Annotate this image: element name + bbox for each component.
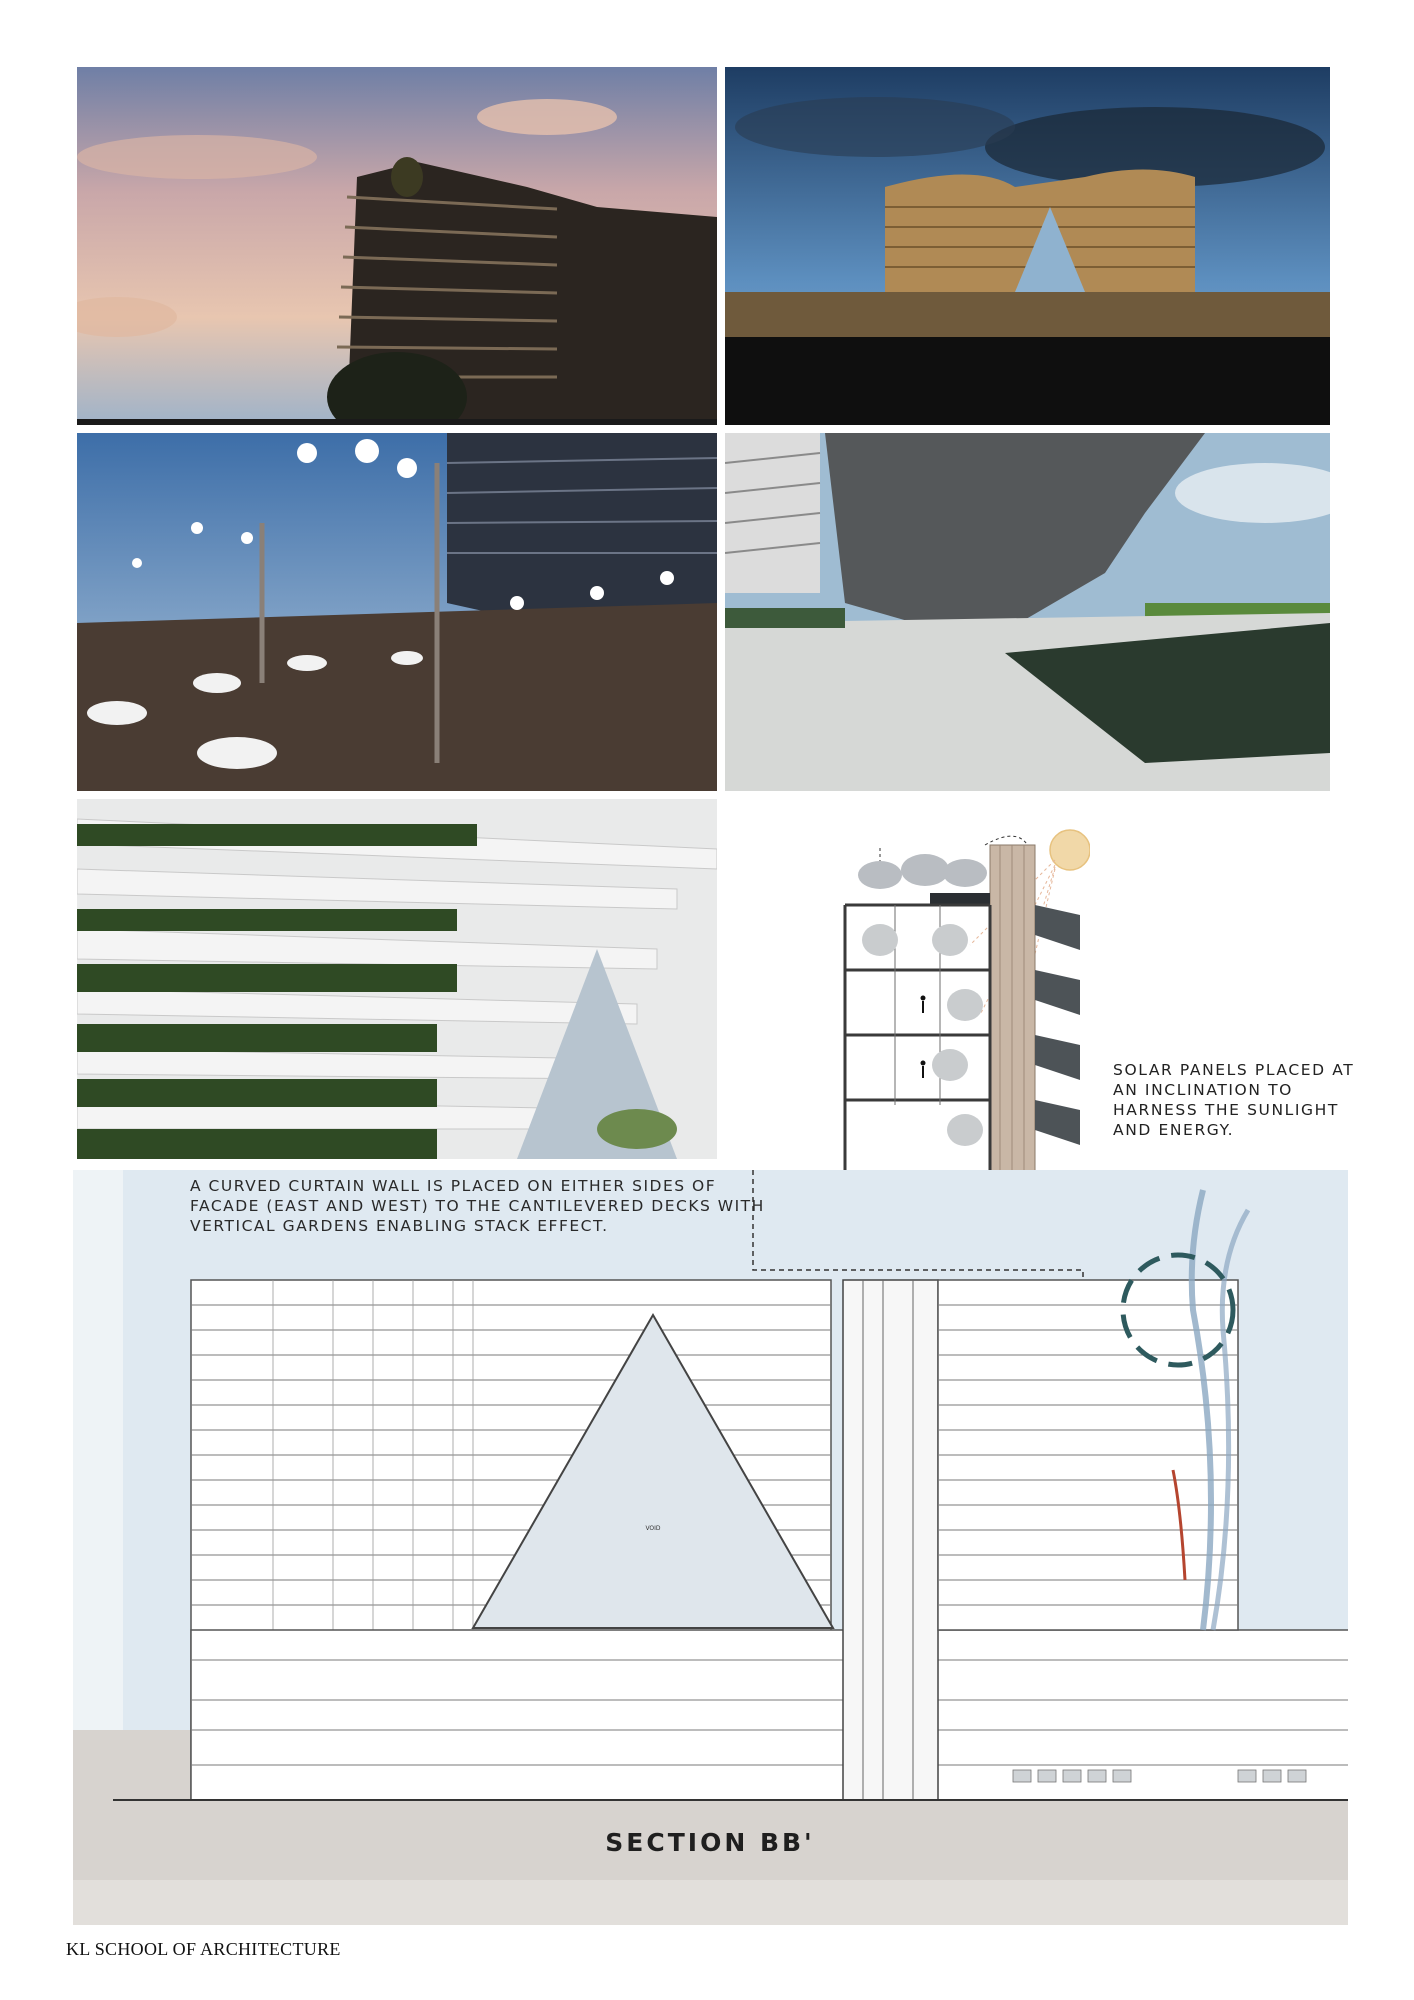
curtain-wall-note: A CURVED CURTAIN WALL IS PLACED ON EITHER SIDES OF FACADE (EAST AND WEST) TO THE CANTILEVERED DECKS WITH VERTICAL GARDENS ENABLING STACK EFFECT. [190, 1177, 765, 1235]
render-pool-cantilever [725, 433, 1330, 791]
render-triangle-void-dusk [725, 67, 1330, 425]
render-roof-deck-dining [77, 433, 717, 791]
solar-panel-diagram [840, 805, 1090, 1180]
section-title: SECTION BB' [605, 1828, 815, 1857]
void-label: VOID [645, 1525, 661, 1532]
render-dusk-tower [77, 67, 717, 425]
section-drawing [73, 1170, 1348, 1925]
school-footer: KL SCHOOL OF ARCHITECTURE [66, 1939, 341, 1959]
solar-panel-note: SOLAR PANELS PLACED AT AN INCLINATION TO HARNESS THE SUNLIGHT AND ENERGY. [1113, 1061, 1355, 1139]
render-vertical-gardens [77, 799, 717, 1159]
